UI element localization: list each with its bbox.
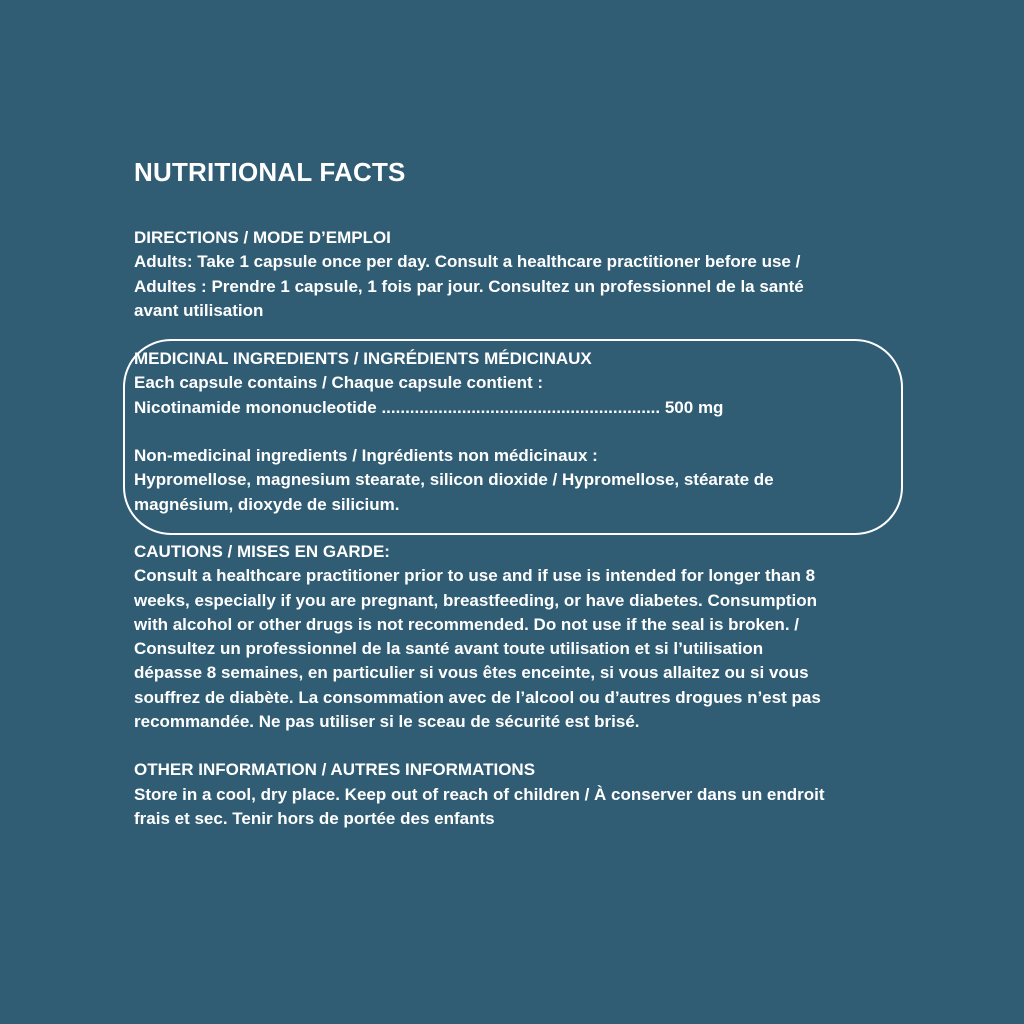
- non-medicinal-heading: Non-medicinal ingredients / Ingrédients non médicinaux :: [134, 446, 598, 466]
- medicinal-ingredient-dose: Nicotinamide mononucleotide ........................................................... 500 mg: [134, 397, 724, 417]
- cautions-heading: CAUTIONS / MISES EN GARDE:: [134, 541, 390, 561]
- label-panel: [134, 152, 914, 831]
- cautions-line: with alcohol or other drugs is not recommended. Do not use if the seal is broken. /: [134, 614, 799, 634]
- cautions-line: souffrez de diabète. La consommation avec de l’alcool ou d’autres drogues n’est pas: [134, 687, 821, 707]
- non-medicinal-line: magnésium, dioxyde de silicium.: [134, 494, 400, 514]
- cautions-line: Consultez un professionnel de la santé avant toute utilisation et si l’utilisation: [134, 639, 764, 659]
- directions-heading: DIRECTIONS / MODE D’EMPLOI: [134, 228, 391, 247]
- other-line: frais et sec. Tenir hors de portée des enfants: [134, 808, 495, 828]
- other-information-section: [134, 758, 914, 831]
- non-medicinal-line: Hypromellose, magnesium stearate, silicon dioxide / Hypromellose, stéarate de: [134, 470, 774, 490]
- directions-line: Adults: Take 1 capsule once per day. Consult a healthcare practitioner before use /: [134, 252, 801, 272]
- medicinal-ingredients-section: [134, 347, 914, 517]
- section-spacer: [134, 420, 914, 444]
- cautions-line: Consult a healthcare practitioner prior to use and if use is intended for longer than 8: [134, 566, 816, 586]
- directions-section: [134, 226, 914, 323]
- medicinal-heading: MEDICINAL INGREDIENTS / INGRÉDIENTS MÉDICINAUX: [134, 349, 592, 369]
- medicinal-line: Each capsule contains / Chaque capsule contient :: [134, 373, 544, 393]
- cautions-line: weeks, especially if you are pregnant, breastfeeding, or have diabetes. Consumption: [134, 590, 818, 610]
- directions-line: Adultes : Prendre 1 capsule, 1 fois par jour. Consultez un professionnel de la santé: [134, 276, 804, 296]
- cautions-line: recommandée. Ne pas utiliser si le sceau de sécurité est brisé.: [134, 712, 640, 732]
- other-heading: OTHER INFORMATION / AUTRES INFORMATIONS: [134, 760, 536, 780]
- cautions-line: dépasse 8 semaines, en particulier si vous êtes enceinte, si vous allaitez ou si vous: [134, 663, 809, 683]
- other-line: Store in a cool, dry place. Keep out of reach of children / À conserver dans un endroit: [134, 784, 825, 804]
- directions-line: avant utilisation: [134, 300, 264, 320]
- cautions-section: [134, 540, 914, 734]
- page-title: NUTRITIONAL FACTS: [134, 157, 406, 187]
